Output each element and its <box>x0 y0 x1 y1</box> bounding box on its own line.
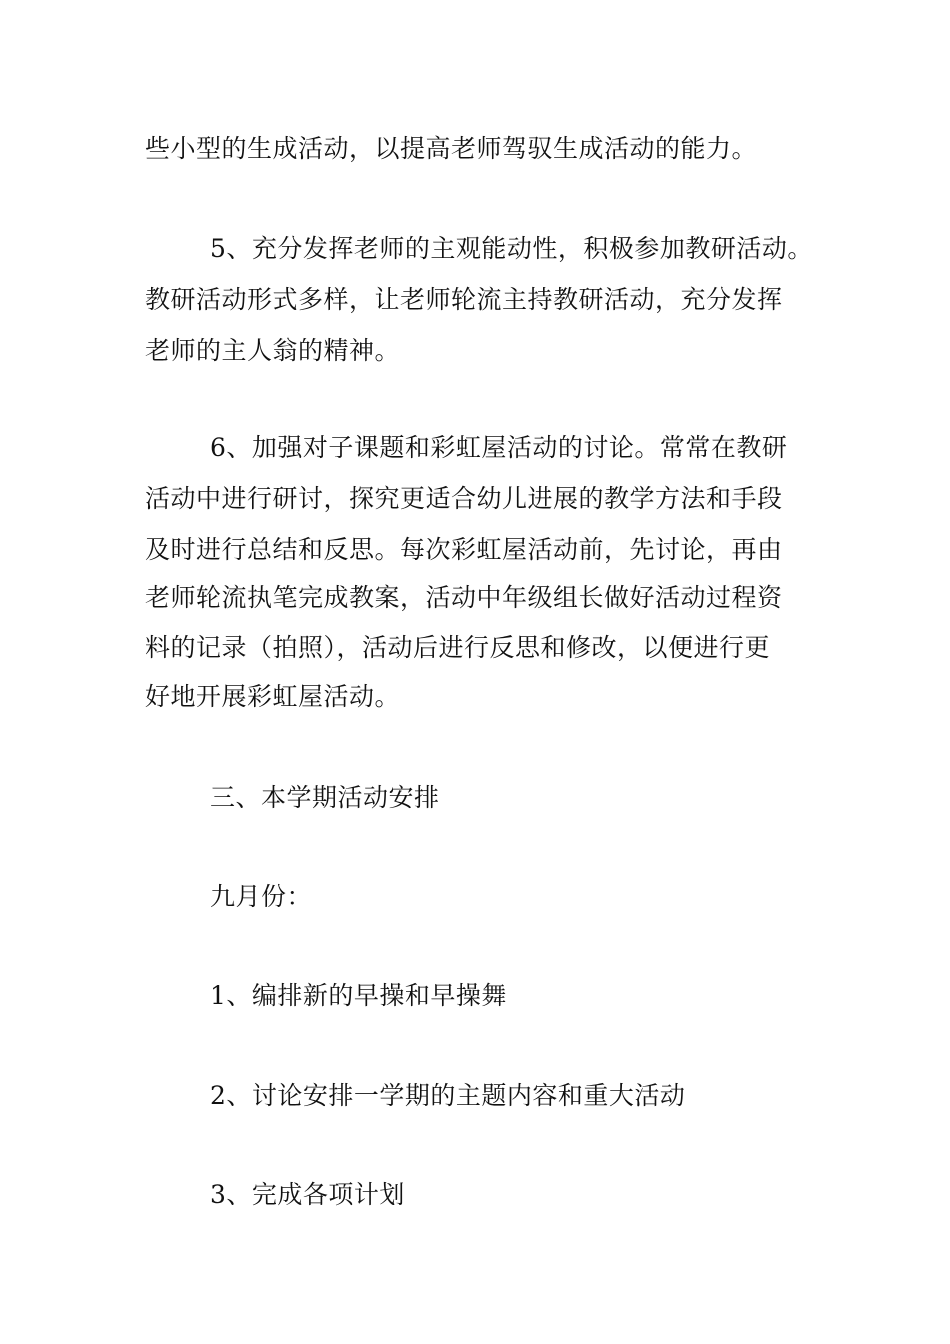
paragraph-6-line-2: 活动中进行研讨，探究更适合幼儿进展的教学方法和手段 <box>145 484 783 513</box>
paragraph-5-line-2: 教研活动形式多样，让老师轮流主持教研活动，充分发挥 <box>145 285 783 314</box>
paragraph-6-line-6: 好地开展彩虹屋活动。 <box>145 682 401 711</box>
section-heading: 三、本学期活动安排 <box>210 783 440 812</box>
paragraph-5-line-3: 老师的主人翁的精神。 <box>145 336 401 365</box>
list-item: 3、完成各项计划 <box>210 1180 405 1209</box>
list-item: 1、编排新的早操和早操舞 <box>210 981 507 1010</box>
paragraph-6-line-3: 及时进行总结和反思。每次彩虹屋活动前，先讨论，再由 <box>145 535 783 564</box>
list-item: 2、讨论安排一学期的主题内容和重大活动 <box>210 1081 686 1110</box>
paragraph-6-line-1: 6、加强对子课题和彩虹屋活动的讨论。常常在教研 <box>210 433 788 462</box>
paragraph-4-continuation: 些小型的生成活动，以提高老师驾驭生成活动的能力。 <box>145 134 758 163</box>
paragraph-6-line-4: 老师轮流执笔完成教案，活动中年级组长做好活动过程资 <box>145 583 783 612</box>
paragraph-5-line-1: 5、充分发挥老师的主观能动性，积极参加教研活动。 <box>210 234 813 263</box>
month-heading: 九月份： <box>210 882 313 911</box>
paragraph-6-line-5: 料的记录（拍照），活动后进行反思和修改，以便进行更 <box>145 633 771 662</box>
